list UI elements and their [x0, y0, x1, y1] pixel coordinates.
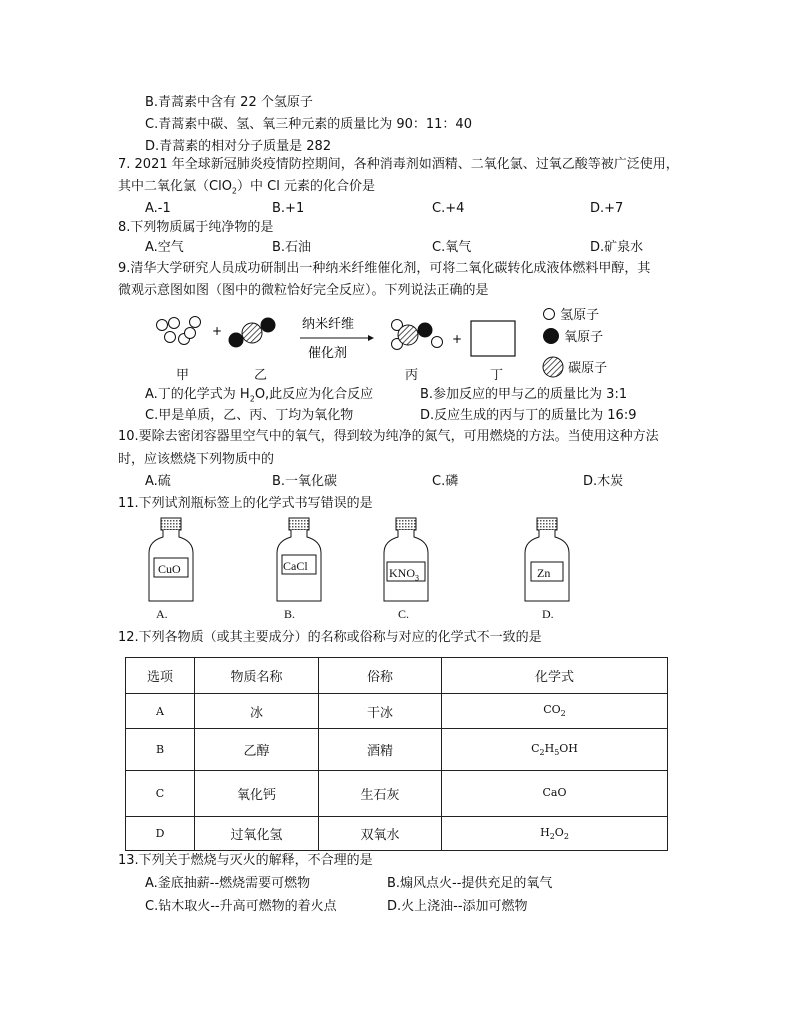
bottle-d-label: Zn [537, 566, 551, 580]
q12-stem: 12.下列各物质（或其主要成分）的名称或俗称与对应的化学式不一致的是 [118, 630, 542, 645]
header-option: 选项 [126, 658, 195, 694]
q7-stem-line1: 7. 2021 年全球新冠肺炎疫情防控期间，各种消毒剂如酒精、二氧化氯、过氧乙酸等被广泛使用， [118, 157, 679, 172]
q13-option-d: D.火上浇油--添加可燃物 [387, 899, 528, 914]
q7-option-d: D.+7 [590, 201, 624, 216]
legend-hydrogen: 氢原子 [542, 304, 599, 323]
q10-option-c: C.磷 [432, 474, 459, 489]
q11-stem: 11.下列试剂瓶标签上的化学式书写错误的是 [118, 496, 373, 511]
q8-option-a: A.空气 [145, 240, 184, 255]
oxygen-atom-icon [542, 327, 560, 345]
arrow-label-bottom: 催化剂 [308, 346, 348, 361]
q9-option-b: B.参加反应的甲与乙的质量比为 3:1 [420, 387, 628, 402]
q13-option-c: C.钻木取火--升高可燃物的着火点 [145, 899, 337, 914]
bottle-d-option: D. [542, 607, 554, 621]
bottle-b-label: CaCl [283, 559, 308, 573]
q10-stem-line2: 时，应该燃烧下列物质中的 [118, 452, 275, 467]
reactant-yi-carbon-dioxide [229, 318, 276, 348]
q12-table [125, 657, 668, 851]
q6-option-b: B.青蒿素中含有 22 个氢原子 [145, 95, 313, 110]
plus-sign-2: + [452, 332, 463, 346]
q6-option-d: D.青蒿素的相对分子质量是 282 [145, 139, 332, 154]
q9-option-d: D.反应生成的丙与丁的质量比为 16:9 [420, 408, 637, 423]
table-row [126, 694, 668, 729]
label-yi: 乙 [254, 368, 268, 383]
table-row [126, 771, 668, 817]
bottle-d-icon [522, 517, 572, 603]
q10-stem-line1: 10.要除去密闭容器里空气中的氧气，得到较为纯净的氮气，可用燃烧的方法。当使用这种方法 [118, 429, 659, 444]
q8-option-b: B.石油 [272, 240, 312, 255]
bottle-a-option: A. [156, 607, 168, 621]
row-d-name: 过氧化氢 [195, 817, 319, 851]
bottle-c-icon [381, 517, 431, 603]
reagent-bottle-a [146, 517, 196, 607]
q6-option-c: C.青蒿素中碳、氢、氧三种元素的质量比为 90：11：40 [145, 117, 472, 132]
hydrogen-atom-icon [542, 307, 556, 321]
plus-sign-1: + [212, 324, 223, 338]
row-a-option: A [126, 694, 195, 729]
q7-option-b: B.+1 [272, 201, 305, 216]
q13-option-b: B.煽风点火--提供充足的氧气 [387, 876, 553, 891]
row-d-option: D [126, 817, 195, 851]
row-b-name: 乙醇 [195, 729, 319, 771]
q10-option-d: D.木炭 [583, 474, 624, 489]
q13-stem: 13.下列关于燃烧与灭火的解释，不合理的是 [118, 853, 373, 868]
q8-stem: 8.下列物质属于纯净物的是 [118, 220, 274, 235]
q9-option-a: A.丁的化学式为 $H_2O$,此反应为化合反应 [145, 387, 374, 404]
row-c-common: 生石灰 [319, 771, 442, 817]
row-d-common: 双氧水 [319, 817, 442, 851]
reagent-bottle-b [274, 517, 324, 607]
bottle-a-label: CuO [158, 562, 181, 576]
bottle-c-option: C. [398, 607, 410, 621]
q13-option-a: A.釜底抽薪--燃烧需要可燃物 [145, 876, 311, 891]
bottle-b-option: B. [284, 607, 296, 621]
bottle-c-label: $KNO_3$ [389, 566, 419, 583]
header-name: 物质名称 [195, 658, 319, 694]
reactant-jia-hydrogen-molecules [157, 317, 201, 345]
q10-option-a: A.硫 [145, 474, 171, 489]
label-ding: 丁 [490, 368, 504, 383]
row-b-option: B [126, 729, 195, 771]
legend-carbon: 碳原子 [542, 356, 607, 378]
arrow-label-top: 纳米纤维 [302, 317, 355, 332]
table-row [126, 817, 668, 851]
reaction-arrow-head [368, 335, 374, 341]
q9-stem-line2: 微观示意图如图（图中的微粒恰好完全反应）。下列说法正确的是 [118, 283, 489, 298]
table-row [126, 729, 668, 771]
header-common: 俗称 [319, 658, 442, 694]
q9-stem-line1: 9.清华大学研究人员成功研制出一种纳米纤维催化剂，可将二氧化碳转化成液体燃料甲醇，其 [118, 261, 651, 276]
row-c-formula: CaO [442, 771, 668, 817]
carbon-atom-icon [542, 356, 564, 378]
label-jia: 甲 [176, 368, 190, 383]
product-ding-box [471, 321, 515, 356]
row-a-name: 冰 [195, 694, 319, 729]
product-bing-methanol [392, 320, 443, 350]
legend-oxygen: 氧原子 [542, 326, 603, 345]
row-a-formula: $CO_2$ [442, 694, 668, 729]
q8-option-d: D.矿泉水 [590, 240, 644, 255]
q8-option-c: C.氧气 [432, 240, 472, 255]
row-a-common: 干冰 [319, 694, 442, 729]
row-b-common: 酒精 [319, 729, 442, 771]
header-formula: 化学式 [442, 658, 668, 694]
reagent-bottle-d [522, 517, 572, 607]
q9-option-c: C.甲是单质，乙、丙、丁均为氧化物 [145, 408, 354, 423]
bottle-a-icon [146, 517, 196, 603]
label-bing: 丙 [405, 368, 419, 383]
row-d-formula: $H_2O_2$ [442, 817, 668, 851]
row-c-option: C [126, 771, 195, 817]
row-b-formula: $C_2H_5OH$ [442, 729, 668, 771]
q7-option-a: A.-1 [145, 201, 171, 216]
q7-option-c: C.+4 [432, 201, 465, 216]
q10-option-b: B.一氧化碳 [272, 474, 338, 489]
row-c-name: 氧化钙 [195, 771, 319, 817]
q7-stem-line2: 其中二氧化氯（ClO$_2$）中 Cl 元素的化合价是 [118, 179, 375, 196]
reagent-bottle-c [381, 517, 431, 607]
table-header-row [126, 658, 668, 694]
